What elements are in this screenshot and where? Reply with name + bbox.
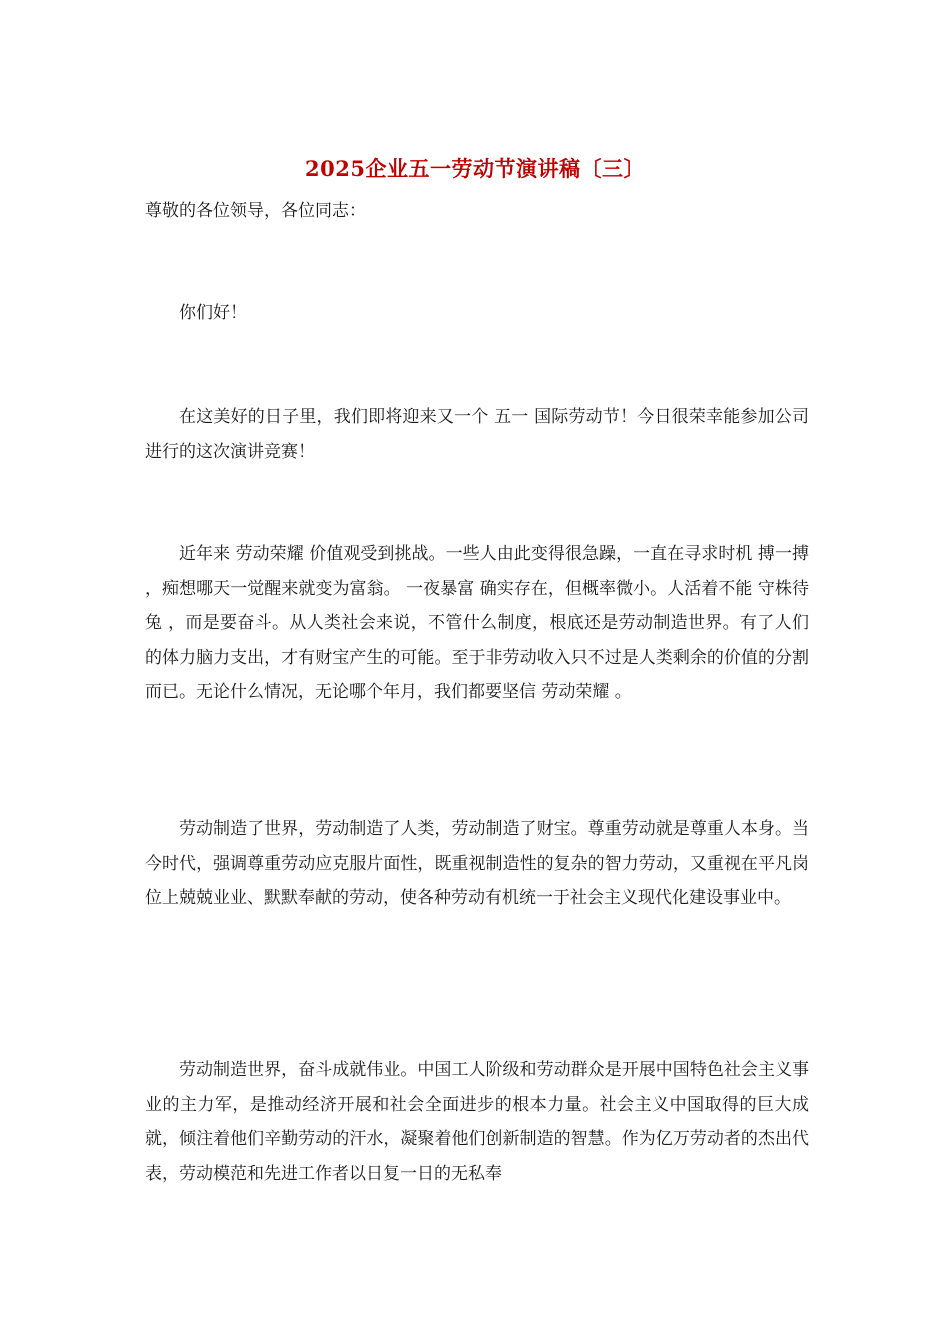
paragraph-intro: 在这美好的日子里，我们即将迎来又一个 五一 国际劳动节！今日很荣幸能参加公司进行的这次演讲竞赛！ xyxy=(145,407,809,462)
paragraph-labor-creates-world: 劳动制造世界，奋斗成就伟业。中国工人阶级和劳动群众是开展中国特色社会主义事业的主力军，是推动经济开展和社会全面进步的根本力量。社会主义中国取得的巨大成就，倾注着他们辛勤劳动的汗水，凝聚着他们创新制造的智慧。作为亿万劳动者的杰出代表，劳动模范和先进工作者以日复一日的无私奉 xyxy=(145,1060,809,1184)
paragraph-greeting: 你们好！ xyxy=(179,303,247,323)
paragraph-labor-glory: 近年来 劳动荣耀 价值观受到挑战。一些人由此变得很急躁，一直在寻求时机 搏一搏 ，痴想哪天一觉醒来就变为富翁。 一夜暴富 确实存在，但概率微小。人活着不能 守株待兔 ，而是要奋斗。从人类社会来说，不管什么制度，根底还是劳动制造世界。有了人们的体力脑力支出，才有财宝产生的可能。至于非劳动收入只不过是人类剩余的价值的分割而已。无论什么情况，无论哪个年月，我们都要坚信 劳动荣耀 。 xyxy=(145,544,809,702)
paragraph-respect-labor: 劳动制造了世界，劳动制造了人类，劳动制造了财宝。尊重劳动就是尊重人本身。当今时代，强调尊重劳动应克服片面性，既重视制造性的复杂的智力劳动，又重视在平凡岗位上兢兢业业、默默奉献的劳动，使各种劳动有机统一于社会主义现代化建设事业中。 xyxy=(145,819,809,908)
salutation: 尊敬的各位领导，各位同志： xyxy=(145,201,366,221)
document-title: 2025企业五一劳动节演讲稿〔三〕 xyxy=(305,156,645,181)
